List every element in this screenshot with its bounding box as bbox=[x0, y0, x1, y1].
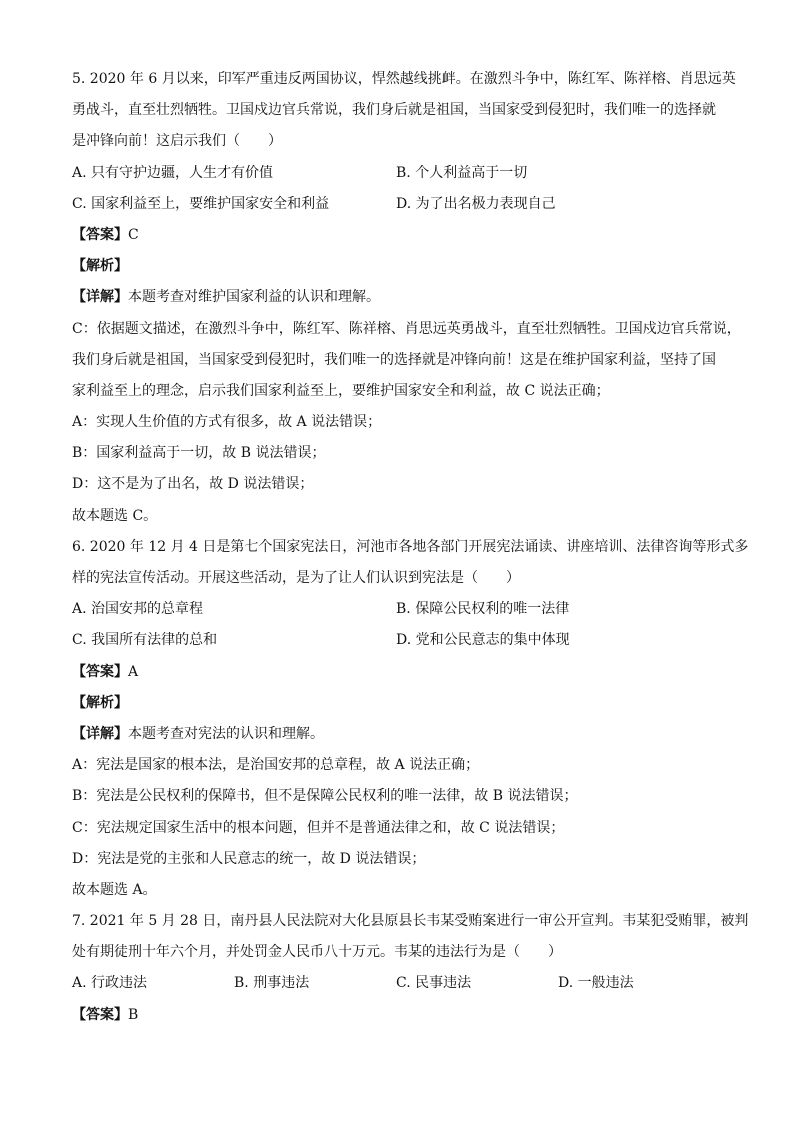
options-row bbox=[72, 594, 722, 625]
explanation-line: D：宪法是党的主张和人民意志的统一，故 D 说法错误； bbox=[72, 850, 426, 867]
detail-text: 本题考查对宪法的认识和理解。 bbox=[128, 725, 324, 742]
conclusion-line: 故本题选 A。 bbox=[72, 881, 157, 898]
answer-tag: 【答案】 bbox=[72, 226, 128, 243]
conclusion-line: 故本题选 C。 bbox=[72, 507, 158, 524]
answer-tag: 【答案】 bbox=[72, 663, 128, 680]
document-page bbox=[72, 64, 749, 1031]
explanation-line: A：宪法是国家的根本法，是治国安邦的总章程，故 A 说法正确； bbox=[72, 757, 480, 774]
explanation-line: B：宪法是公民权利的保障书，但不是保障公民权利的唯一法律，故 B 说法错误； bbox=[72, 788, 578, 805]
options-row bbox=[72, 189, 722, 220]
options-row bbox=[72, 158, 722, 189]
explanation-line: C：宪法规定国家生活中的根本问题，但并不是普通法律之和，故 C 说法错误； bbox=[72, 819, 565, 836]
answer-tag: 【答案】 bbox=[72, 1006, 128, 1023]
option-b: B. 保障公民权利的唯一法律 bbox=[396, 601, 570, 618]
question-stem-line: 勇战斗，直至壮烈牺牲。卫国戍边官兵常说，我们身后就是祖国，当国家受到侵犯时，我们唯一的选择就 bbox=[72, 102, 716, 119]
option-c: C. 民事违法 bbox=[396, 975, 472, 992]
explanation-line: A：实现人生价值的方式有很多，故 A 说法错误； bbox=[72, 414, 382, 431]
question-stem-line: 处有期徒刑十年六个月，并处罚金人民币八十万元。韦某的违法行为是（ ） bbox=[72, 944, 562, 961]
option-c: C. 我国所有法律的总和 bbox=[72, 632, 218, 649]
option-d: D. 一般违法 bbox=[558, 975, 634, 992]
option-a: A. 治国安邦的总章程 bbox=[72, 601, 204, 618]
answer-value: A bbox=[128, 663, 139, 680]
detail-text: 本题考查对维护国家利益的认识和理解。 bbox=[128, 289, 380, 306]
detail-tag: 【详解】 bbox=[72, 289, 128, 306]
question-stem-line: 6. 2020 年 12 月 4 日是第七个国家宪法日，河池市各地各部门开展宪法诵读、讲座培训、法律咨询等形式多 bbox=[72, 538, 749, 555]
detail-line bbox=[72, 719, 722, 750]
explanation-line: C：依据题文描述，在激烈斗争中，陈红军、陈祥榕、肖思远英勇战斗，直至壮烈牺牲。卫国戍边官兵常说， bbox=[72, 320, 741, 337]
answer-line bbox=[72, 657, 722, 688]
question-5 bbox=[72, 64, 741, 532]
option-a: A. 行政违法 bbox=[72, 975, 148, 992]
question-stem-line: 5. 2020 年 6 月以来，印军严重违反两国协议，悍然越线挑衅。在激烈斗争中，陈红军、陈祥榕、肖思远英 bbox=[72, 71, 736, 87]
option-d: D. 为了出名极力表现自己 bbox=[396, 195, 556, 212]
analysis-tag: 【解析】 bbox=[72, 694, 128, 711]
option-c: C. 国家利益至上，要维护国家安全和利益 bbox=[72, 195, 330, 212]
options-row bbox=[72, 625, 722, 656]
question-6 bbox=[72, 532, 749, 906]
detail-tag: 【详解】 bbox=[72, 725, 128, 742]
answer-line bbox=[72, 220, 722, 251]
option-b: B. 刑事违法 bbox=[234, 975, 310, 992]
question-stem-line: 样的宪法宣传活动。开展这些活动，是为了让人们认识到宪法是（ ） bbox=[72, 570, 520, 586]
explanation-line: B：国家利益高于一切，故 B 说法错误； bbox=[72, 445, 326, 462]
answer-line bbox=[72, 1000, 722, 1031]
detail-line bbox=[72, 282, 722, 313]
explanation-line: D：这不是为了出名，故 D 说法错误； bbox=[72, 476, 314, 493]
options-row bbox=[72, 968, 722, 999]
option-b: B. 个人利益高于一切 bbox=[396, 164, 528, 181]
option-d: D. 党和公民意志的集中体现 bbox=[396, 632, 570, 649]
analysis-line bbox=[72, 251, 722, 282]
question-7 bbox=[72, 906, 749, 1031]
explanation-line: 家利益至上的理念，启示我们国家利益至上，要维护国家安全和利益，故 C 说法正确； bbox=[72, 382, 610, 399]
analysis-line bbox=[72, 688, 722, 719]
question-stem-line: 7. 2021 年 5 月 28 日，南丹县人民法院对大化县原县长韦某受贿案进行一审公开宣判。韦某犯受贿罪，被判 bbox=[72, 913, 749, 930]
answer-value: B bbox=[128, 1006, 139, 1023]
question-stem-line: 是冲锋向前！这启示我们（ ） bbox=[72, 133, 282, 150]
answer-value: C bbox=[128, 226, 139, 243]
analysis-tag: 【解析】 bbox=[72, 258, 128, 275]
explanation-line: 我们身后就是祖国，当国家受到侵犯时，我们唯一的选择就是冲锋向前！这是在维护国家利益，坚持了国 bbox=[72, 351, 716, 368]
option-a: A. 只有守护边疆，人生才有价值 bbox=[72, 164, 274, 181]
